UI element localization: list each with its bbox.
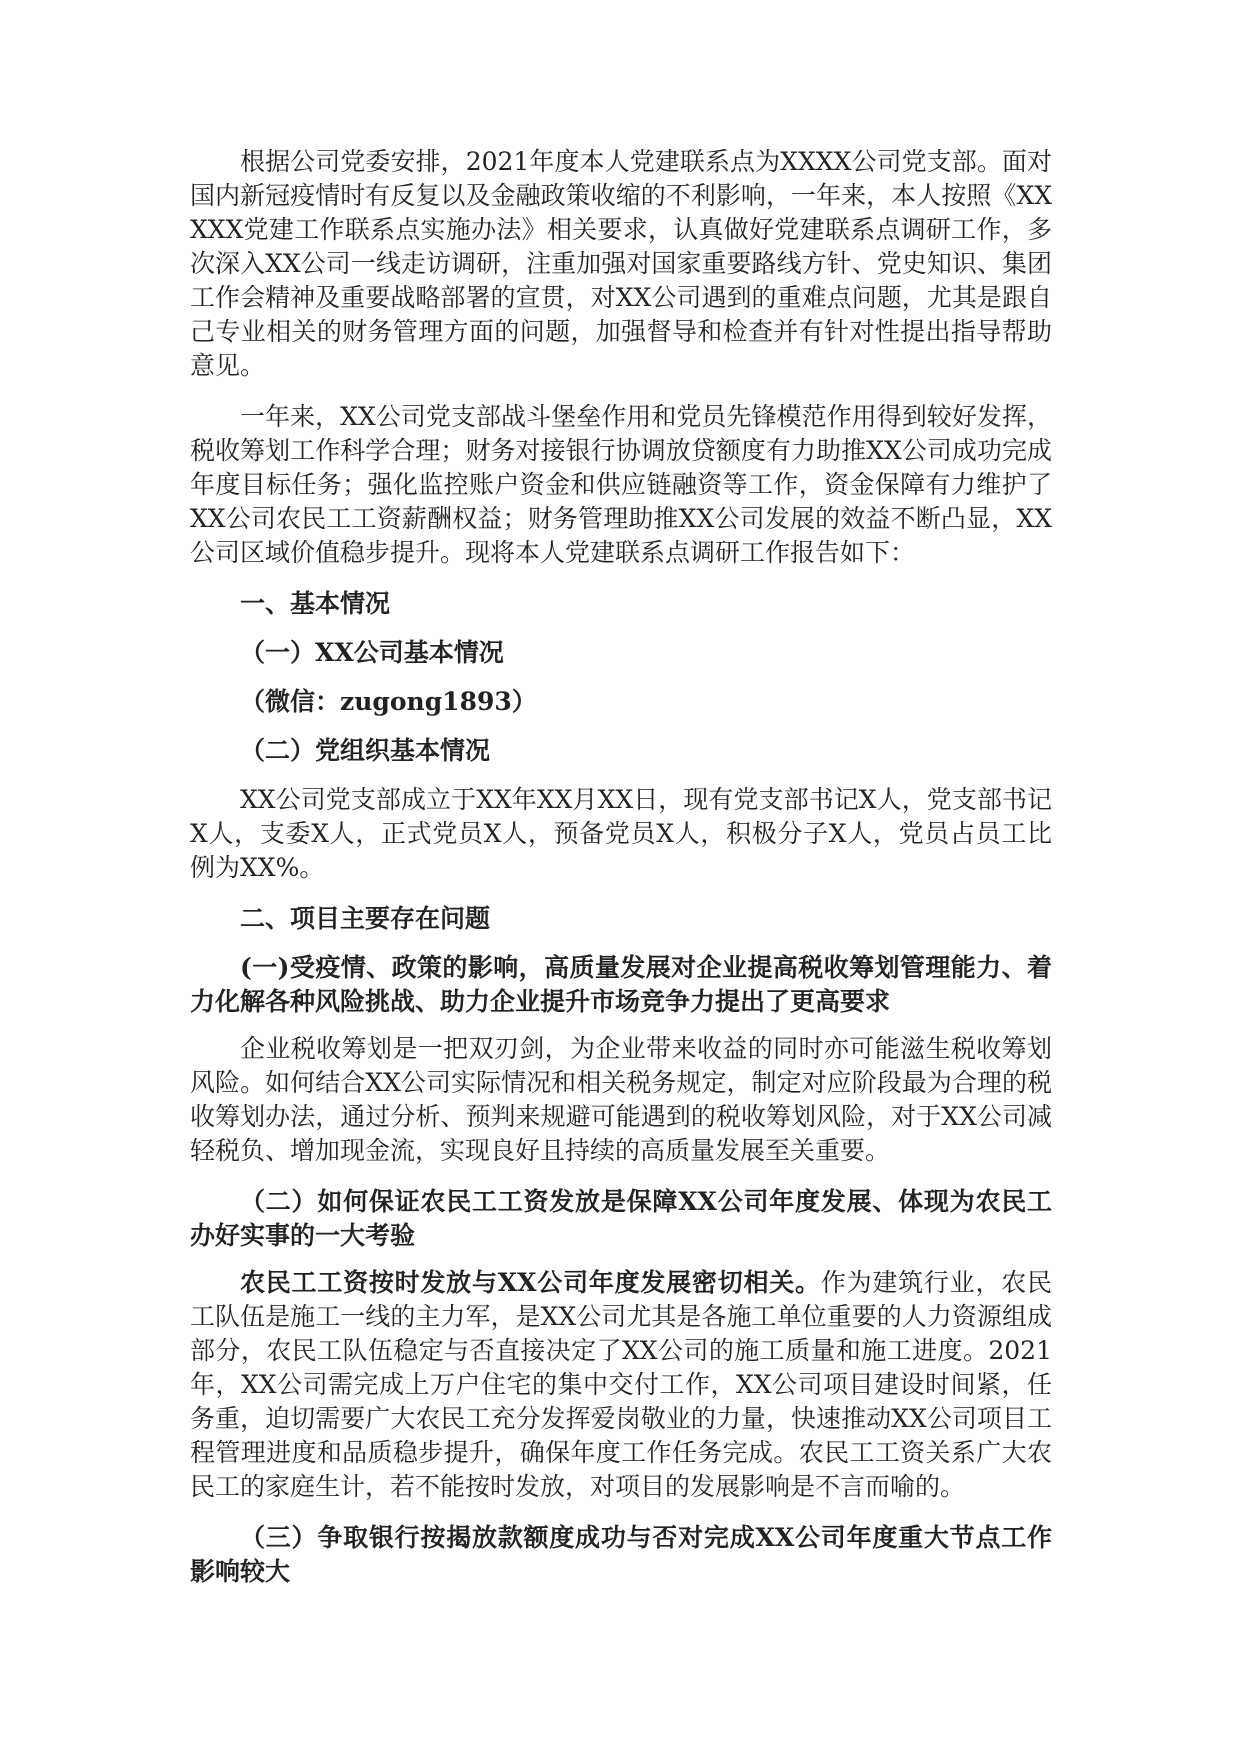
section-2-subtitle-2-lead: 农民工工资按时发放与XX公司年度发展密切相关。: [240, 1268, 821, 1297]
section-1-subtitle-2: （二）党组织基本情况: [240, 736, 491, 765]
section-2-subtitle-1-text: 企业税收筹划是一把双刃剑，为企业带来收益的同时亦可能滋生税收筹划风险。如何结合XX公司实际情况和相关税务规定，制定对应阶段最为合理的税收筹划办法，通过分析、预判来规避可能遇到的税收筹划风险，对于XX公司减轻税负、增加现金流，实现良好且持续的高质量发展至关重要。: [190, 1034, 1052, 1165]
section-1-subtitle-1: （一）XX公司基本情况: [240, 638, 504, 667]
section-1-wechat-note: （微信：zugong1893）: [240, 687, 537, 716]
intro-paragraph-2: 一年来，XX公司党支部战斗堡垒作用和党员先锋模范作用得到较好发挥，税收筹划工作科学合理；财务对接银行协调放贷额度有力助推XX公司成功完成年度目标任务；强化监控账户资金和供应链融资等工作，资金保障有力维护了XX公司农民工工资薪酬权益；财务管理助推XX公司发展的效益不断凸显，XX公司区域价值稳步提升。现将本人党建联系点调研工作报告如下：: [190, 402, 1052, 567]
intro-paragraph-1: 根据公司党委安排，2021年度本人党建联系点为XXXX公司党支部。面对国内新冠疫情时有反复以及金融政策收缩的不利影响，一年来，本人按照《XXXXX党建工作联系点实施办法》相关要求，认真做好党建联系点调研工作，多次深入XX公司一线走访调研，注重加强对国家重要路线方针、党史知识、集团工作会精神及重要战略部署的宣贯，对XX公司遇到的重难点问题，尤其是跟自己专业相关的财务管理方面的问题，加强督导和检查并有针对性提出指导帮助意见。: [190, 147, 1052, 380]
section-2-subtitle-1: (一)受疫情、政策的影响，高质量发展对企业提高税收筹划管理能力、着力化解各种风险挑战、助力企业提升市场竞争力提出了更高要求: [190, 953, 1052, 1016]
section-2-title: 二、项目主要存在问题: [240, 904, 491, 933]
document-page: [190, 145, 1052, 1602]
section-2-subtitle-2: （二）如何保证农民工工资发放是保障XX公司年度发展、体现为农民工办好实事的一大考验: [190, 1187, 1052, 1250]
section-2-subtitle-3: （三）争取银行按揭放款额度成功与否对完成XX公司年度重大节点工作影响较大: [190, 1523, 1052, 1586]
section-1-title: 一、基本情况: [240, 589, 391, 618]
section-1-subtitle-2-text: XX公司党支部成立于XX年XX月XX日，现有党支部书记X人，党支部书记X人，支委X人，正式党员X人，预备党员X人，积极分子X人，党员占员工比例为XX%。: [190, 785, 1052, 882]
section-2-subtitle-2-text: 作为建筑行业，农民工队伍是施工一线的主力军，是XX公司尤其是各施工单位重要的人力资源组成部分，农民工队伍稳定与否直接决定了XX公司的施工质量和施工进度。2021年，XX公司需完成上万户住宅的集中交付工作，XX公司项目建设时间紧，任务重，迫切需要广大农民工充分发挥爱岗敬业的力量，快速推动XX公司项目工程管理进度和品质稳步提升，确保年度工作任务完成。农民工工资关系广大农民工的家庭生计，若不能按时发放，对项目的发展影响是不言而喻的。: [190, 1268, 1052, 1501]
section-2-subtitle-2-paragraph: [190, 1266, 1052, 1504]
